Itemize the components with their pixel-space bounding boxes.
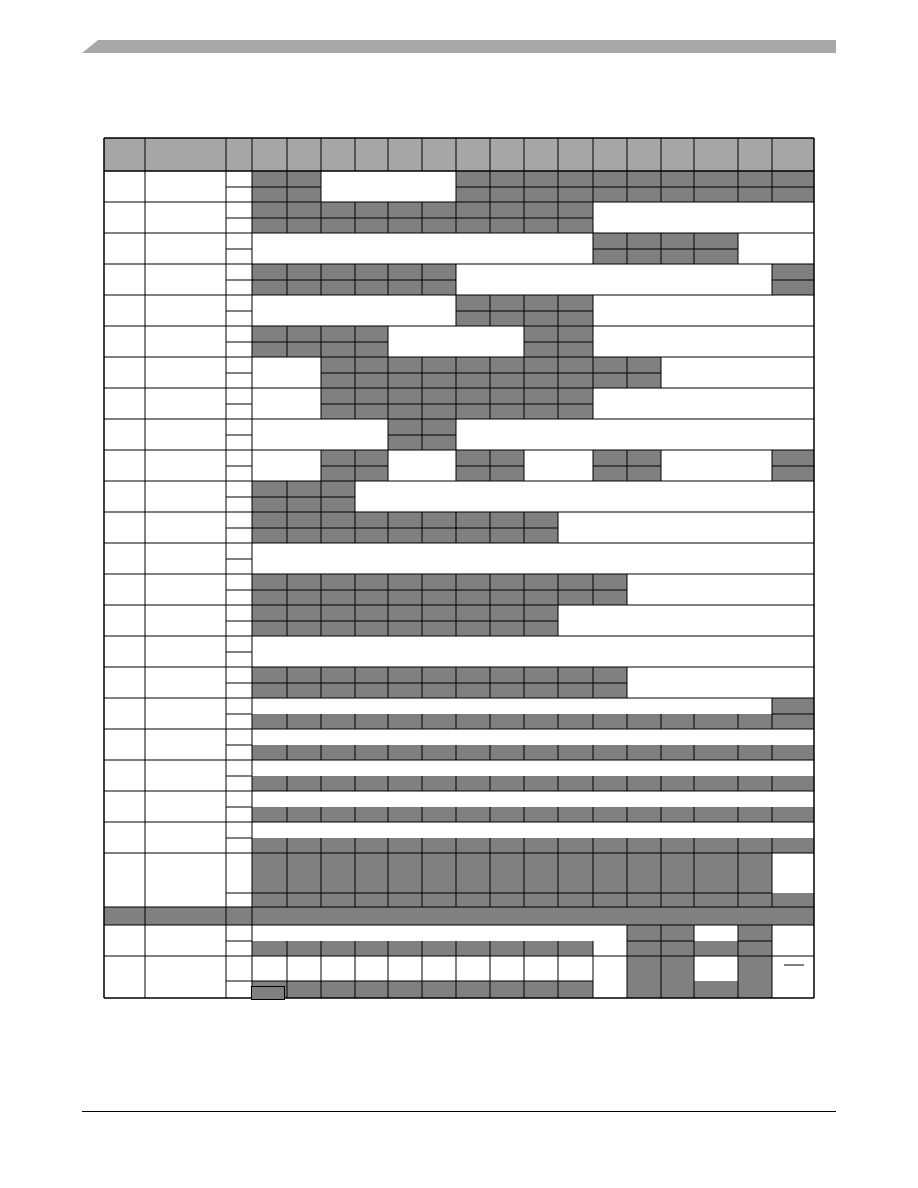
bit-cell-shaded: [738, 956, 772, 981]
header-cell-bit: [558, 138, 593, 171]
header-cell-name: [145, 138, 226, 171]
bit-cell-shaded: [252, 807, 814, 822]
bit-cell-shaded: [321, 388, 593, 404]
bit-cell-shaded: [252, 481, 355, 497]
bit-cell-shaded: [627, 981, 772, 998]
footer-rule: [82, 1111, 836, 1112]
bit-cell-shaded: [456, 187, 814, 202]
header-cell-bit: [287, 138, 321, 171]
bit-cell-shaded: [252, 590, 627, 605]
header-cell-bit: [422, 138, 456, 171]
bit-cell-shaded: [252, 714, 814, 729]
bit-cell-shaded: [252, 528, 558, 543]
bit-cell-shaded: [772, 466, 814, 481]
bit-cell-shaded: [772, 698, 814, 714]
bit-cell-shaded: [321, 404, 593, 419]
bit-cell-shaded: [627, 941, 772, 956]
bit-cell-shaded: [252, 893, 814, 907]
bit-cell-shaded: [772, 280, 814, 295]
header-cell-bit: [661, 138, 694, 171]
header-cell-bit: [355, 138, 388, 171]
bit-cell-shaded: [252, 280, 456, 295]
header-cell-bit: [388, 138, 422, 171]
bit-cell-shaded: [252, 838, 814, 853]
bit-cell-shaded: [252, 512, 558, 528]
bit-cell-shaded: [772, 450, 814, 466]
header-cell-bit: [490, 138, 524, 171]
header-cell-bit: [627, 138, 661, 171]
bit-cell-shaded: [252, 776, 814, 791]
bit-cell-shaded: [456, 171, 814, 187]
header-cell-bit: [524, 138, 558, 171]
bit-cell-shaded: [252, 683, 627, 698]
bit-cell-shaded: [252, 745, 814, 760]
bit-cell-shaded: [772, 264, 814, 280]
bit-cell-shaded: [252, 605, 558, 621]
header-cell-bit: [456, 138, 490, 171]
bit-cell-shaded: [252, 264, 456, 280]
bit-cell-shaded: [252, 342, 388, 357]
divider-row: [104, 907, 814, 925]
bit-cell-shaded: [252, 326, 388, 342]
header-cell-bit: [772, 138, 814, 171]
bit-cell-shaded: [252, 621, 558, 636]
bit-cell-shaded: [252, 497, 355, 512]
bit-cell-shaded: [738, 925, 772, 941]
header-cell-address: [104, 138, 145, 171]
header-cell-bit: [252, 138, 287, 171]
header-cell-bit: [321, 138, 355, 171]
header-cell-rw: [226, 138, 252, 171]
header-cell-bit: [694, 138, 738, 171]
bit-cell-shaded: [321, 357, 661, 373]
bit-cell-shaded: [321, 373, 661, 388]
header-cell-bit: [593, 138, 627, 171]
bit-cell-shaded: [252, 667, 627, 683]
header-cell-bit: [738, 138, 772, 171]
bit-cell-shaded: [593, 233, 738, 249]
bit-cell-shaded: [593, 249, 738, 264]
bit-cell-shaded: [252, 574, 627, 590]
legend-shaded-swatch: [251, 986, 285, 1000]
